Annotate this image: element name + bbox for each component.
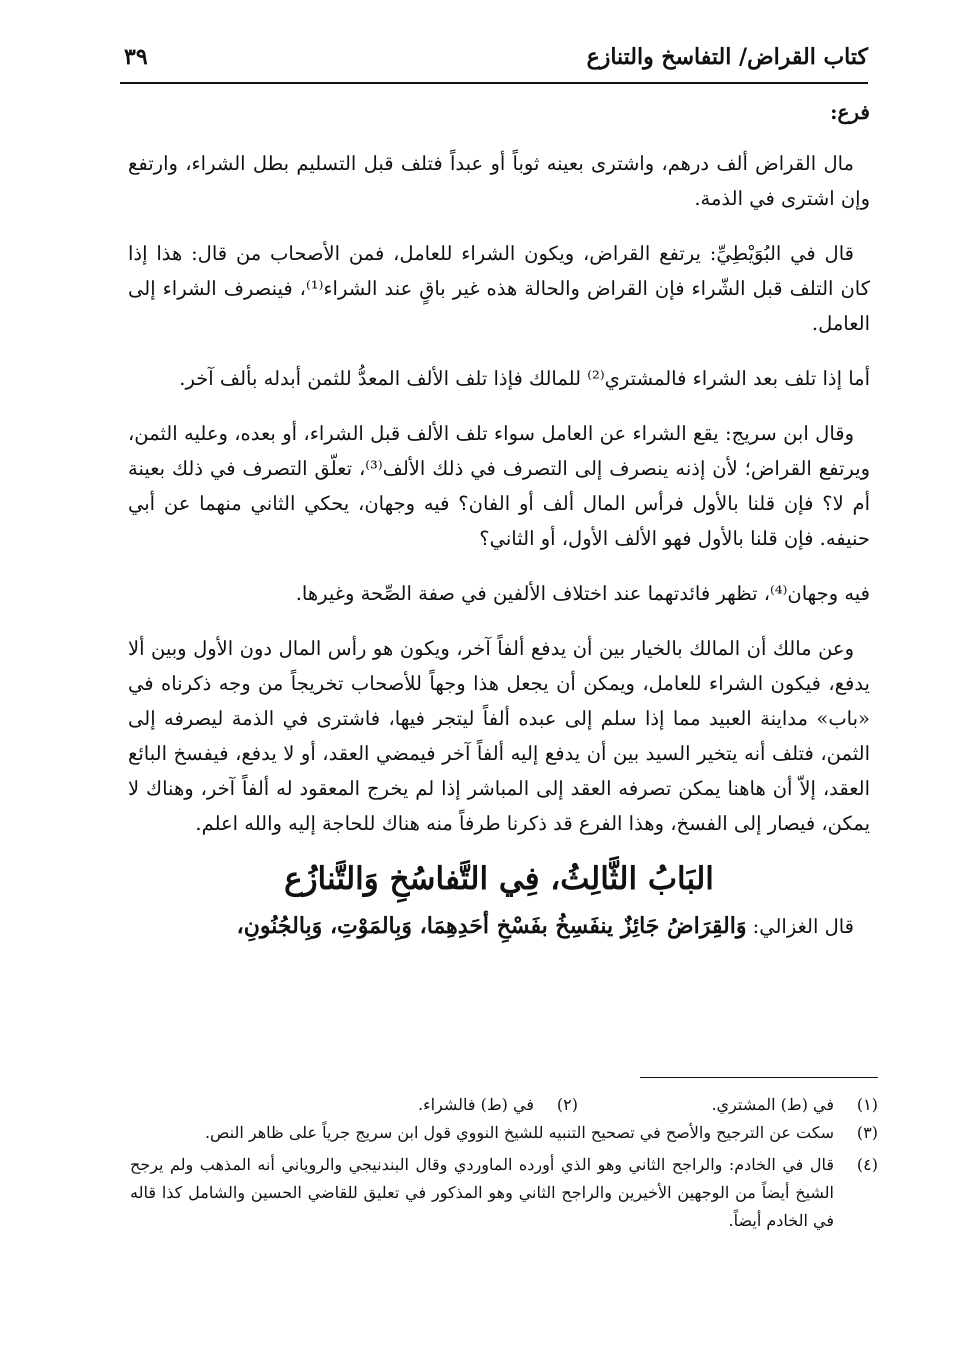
footnote-separator xyxy=(640,1077,878,1078)
footnote-3 xyxy=(130,1119,878,1147)
paragraph-1: مال القراض ألف درهم، واشترى بعينه ثوباً أو عبداً فتلف قبل التسليم بطل الشراء، وارتفع وإن اشترى في الذمة. xyxy=(128,152,870,210)
ghazali-statement xyxy=(128,909,870,944)
footnote-text: قال في الخادم: والراجح الثاني وهو الذي أورده الماوردي وقال البندنيجي والروياني أنه المذهب ولم يرجح الشيخ أيضاً من الوجهين الأخيرين والراجح الثاني وهو المذكور في تعليق للقاضي الحسين والشامل كذا قاله في الخادم أيضاً. xyxy=(130,1155,835,1230)
section-label-far: فرع: xyxy=(830,100,870,124)
page-number: ٣٩ xyxy=(124,44,148,70)
running-title: كتاب القراض/ التفاسخ والتنازع xyxy=(586,44,868,70)
footnote-number: (١) xyxy=(856,1095,878,1114)
paragraph-4: وقال ابن سريج: يقع الشراء عن العامل سواء تلف الألف قبل الشراء، أو بعده، وعليه الثمن، ويرتفع القراض؛ لأن إذنه ينصرف إلى التصرف في ذلك الألف⁽³⁾، تعلّق التصرف في ذلك بعينة أم لا؟ فإن قلنا بالأول فرأس المال ألف أو الفان؟ فيه وجهان، يحكي الثاني منهما عن أبي حنيفه. فإن قلنا بالأول فهو الألف الأول، أو الثاني؟ xyxy=(128,422,870,550)
main-text xyxy=(128,100,870,944)
chapter-title: البَابُ الثَّالِثُ، فِي التَّفاسُخِ وَالتَّنازُع xyxy=(284,861,714,897)
footnote-number: (٢) xyxy=(556,1095,578,1114)
ghazali-quote: وَالقِرَاضُ جَائِزٌ ينفَسِخُ بفَسْخِ أحَدِهِمَا، وَبِالمَوْتِ، وَبِالجُنُونِ، xyxy=(236,913,747,939)
footnote-number: (٤) xyxy=(856,1155,878,1174)
page-header xyxy=(120,42,868,84)
footnote-1 xyxy=(578,1091,878,1119)
footnote-4 xyxy=(130,1151,878,1235)
paragraph-3: أما إذا تلف بعد الشراء فالمشتري⁽²⁾ للمالك فإذا تلف الألف المعدُّ للثمن أبدله بألف آخر. xyxy=(179,367,870,390)
footnote-text: في (ط) المشتري. xyxy=(711,1095,834,1114)
footnote-2 xyxy=(278,1091,578,1119)
footnote-row-1-2 xyxy=(130,1091,878,1119)
paragraph-6: وعن مالك أن المالك بالخيار بين أن يدفع ألفاً آخر، ويكون هو رأس المال دون الأول وبين ألا يدفع، فيكون الشراء للعامل، ويمكن أن يجعل هذا وجهاً للأصحاب تخريجاً من وجه ذكرناه في «باب» مداينة العبيد مما إذا سلم إلى عبده ألفاً ليتجر فيها، فاشترى في الذمة ليصرفه إلى الثمن، فتلف أنه يتخير السيد بين أن يدفع إليه ألفاً آخر فيمضي العقد، أو لا يدفع، فيفسخ البائع العقد، إلاّ أن هاهنا يمكن تصرفه العقد إلى المباشر إذا لم يخرج المعقود له ألفاً آخر، وهناك لا يمكن، فيصار إلى الفسخ، وهذا الفرع قد ذكرنا طرفاً منه هناك للحاجة إليه والله اعلم. xyxy=(128,637,870,835)
footnote-text: سكت عن الترجيح والأصح في تصحيح التنبيه للشيخ النووي قول ابن سريج جرياً على ظاهر النص. xyxy=(204,1123,834,1142)
footnote-text: في (ط) فالشراء. xyxy=(418,1095,534,1114)
footnote-number: (٣) xyxy=(856,1123,878,1142)
footnotes xyxy=(130,1091,878,1239)
paragraph-5: فيه وجهان⁽⁴⁾، تظهر فائدتهما عند اختلاف الألفين في صفة الصِّحة وغيرها. xyxy=(295,582,870,605)
paragraph-2: قال في البُوَيْطِيِّ: يرتفع القراض، ويكون الشراء للعامل، فمن الأصحاب من قال: هذا إذا كان التلف قبل الشّراء فإن القراض والحالة هذه غير باقٍ عند الشراء⁽¹⁾، فينصرف الشراء إلى العامل. xyxy=(128,242,870,335)
ghazali-intro: قال الغزالي: xyxy=(752,915,854,938)
